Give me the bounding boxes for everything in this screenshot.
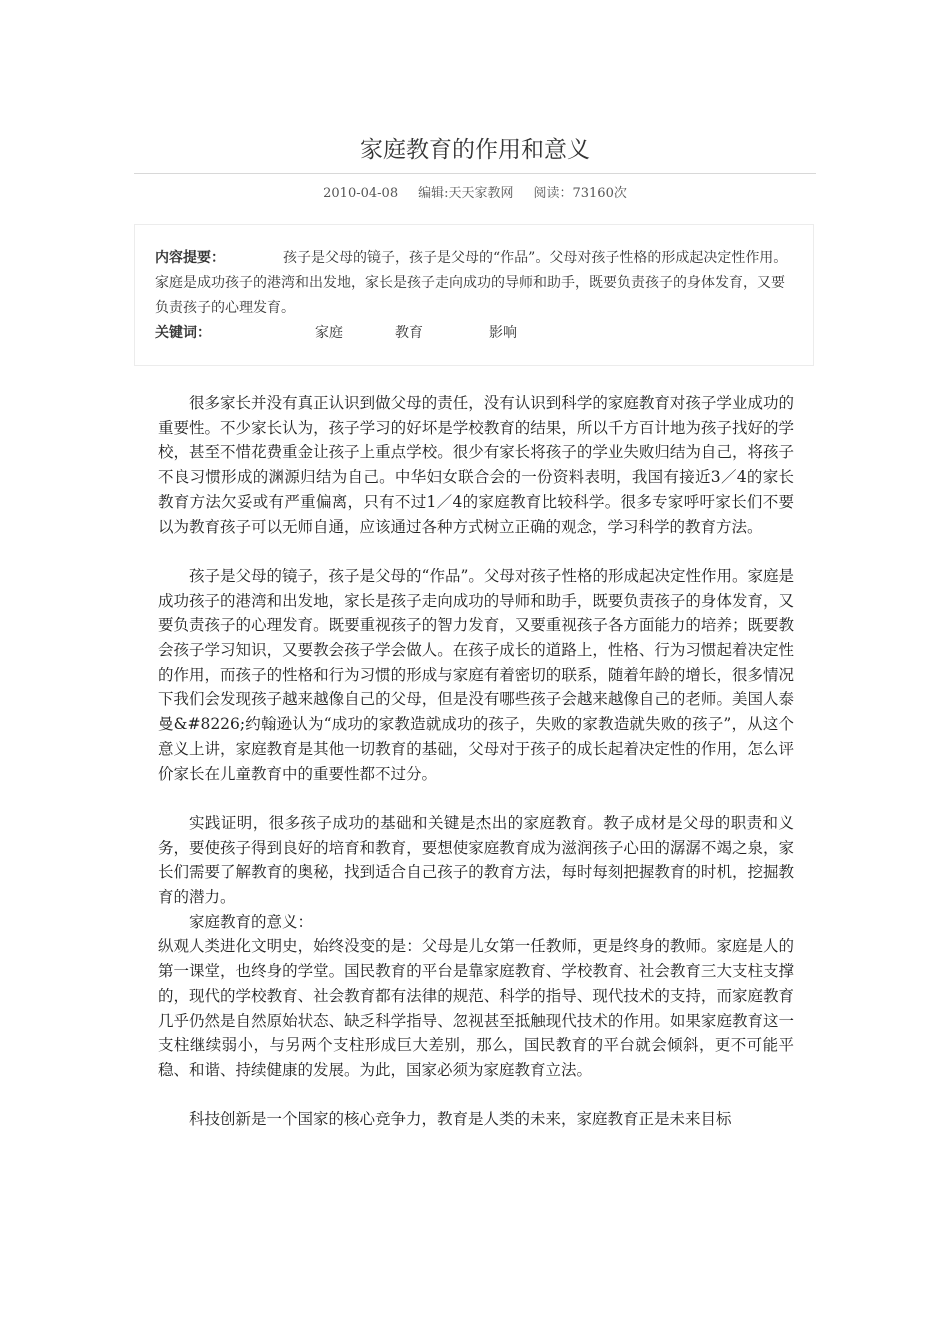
body-paragraph: 很多家长并没有真正认识到做父母的责任，没有认识到科学的家庭教育对孩子学业成功的重要性。不少家长认为，孩子学习的好坏是学校教育的结果，所以千方百计地为孩子找好的学校，甚至不惜花费重金让孩子上重点学校。很少有家长将孩子的学业失败归结为自己，将孩子不良习惯形成的渊源归结为自己。中华妇女联合会的一份资料表明，我国有接近3／4的家长教育方法欠妥或有严重偏离，只有不过1／4的家庭教育比较科学。很多专家呼吁家长们不要以为教育孩子可以无师自通，应该通过各种方式树立正确的观念，学习科学的教育方法。: [158, 394, 794, 536]
title-divider: [134, 173, 816, 174]
body-paragraph: 科技创新是一个国家的核心竞争力，教育是人类的未来，家庭教育正是未来目标: [189, 1110, 732, 1129]
article-body: [158, 391, 794, 1157]
article-meta: [134, 184, 816, 204]
body-paragraph: 纵观人类进化文明史，始终没变的是：父母是儿女第一任教师，更是终身的教师。家庭是人的第一课堂，也终身的学堂。国民教育的平台是靠家庭教育、学校教育、社会教育三大支柱支撑的，现代的学校教育、社会教育都有法律的规范、科学的指导、现代技术的支持，而家庭教育几乎仍然是自然原始状态、缺乏科学指导、忽视甚至抵触现代技术的作用。如果家庭教育这一支柱继续弱小，与另两个支柱形成巨大差别，那么，国民教育的平台就会倾斜，更不可能平稳、和谐、持续健康的发展。为此，国家必须为家庭教育立法。: [158, 937, 794, 1079]
keyword-item: 影响: [489, 325, 517, 341]
summary: [155, 246, 795, 321]
keyword-item: 教育: [395, 325, 423, 341]
keywords-label: 关键词：: [155, 325, 211, 341]
keyword-item: 家庭: [315, 325, 343, 341]
keywords: [155, 321, 517, 346]
view-count: 阅读：73160次: [533, 186, 627, 201]
section-subheading: 家庭教育的意义：: [189, 912, 314, 931]
article-title: 家庭教育的作用和意义: [360, 137, 590, 163]
summary-label: 内容提要：: [155, 250, 225, 266]
editor-credit: 编辑:天天家教网: [418, 186, 514, 201]
summary-text: 孩子是父母的镜子，孩子是父母的“作品”。父母对孩子性格的形成起决定性作用。家庭是成功孩子的港湾和出发地，家长是孩子走向成功的导师和助手，既要负责孩子的身体发育，又要负责孩子的心理发育。: [155, 250, 788, 316]
publish-date: 2010-04-08: [323, 186, 399, 201]
body-paragraph: 实践证明，很多孩子成功的基础和关键是杰出的家庭教育。教子成材是父母的职责和义务，要使孩子得到良好的培育和教育，要想使家庭教育成为滋润孩子心田的潺潺不竭之泉，家长们需要了解教育的奥秘，找到适合自己孩子的教育方法，每时每刻把握教育的时机，挖掘教育的潜力。: [158, 813, 794, 907]
body-paragraph: 孩子是父母的镜子，孩子是父母的“作品”。父母对孩子性格的形成起决定性作用。家庭是成功孩子的港湾和出发地，家长是孩子走向成功的导师和助手，既要负责孩子的身体发育，又要负责孩子的心理发育。既要重视孩子的智力发育，又要重视孩子各方面能力的培养；既要教会孩子学习知识，又要教会孩子学会做人。在孩子成长的道路上，性格、行为习惯起着决定性的作用，而孩子的性格和行为习惯的形成与家庭有着密切的联系，随着年龄的增长，很多情况下我们会发现孩子越来越像自己的父母，但是没有哪些孩子会越来越像自己的老师。美国人泰曼&#8226;约翰逊认为“成功的家教造就成功的孩子，失败的家教造就失败的孩子”，从这个意义上讲，家庭教育是其他一切教育的基础，父母对于孩子的成长起着决定性的作用，怎么评价家长在儿童教育中的重要性都不过分。: [158, 566, 794, 783]
